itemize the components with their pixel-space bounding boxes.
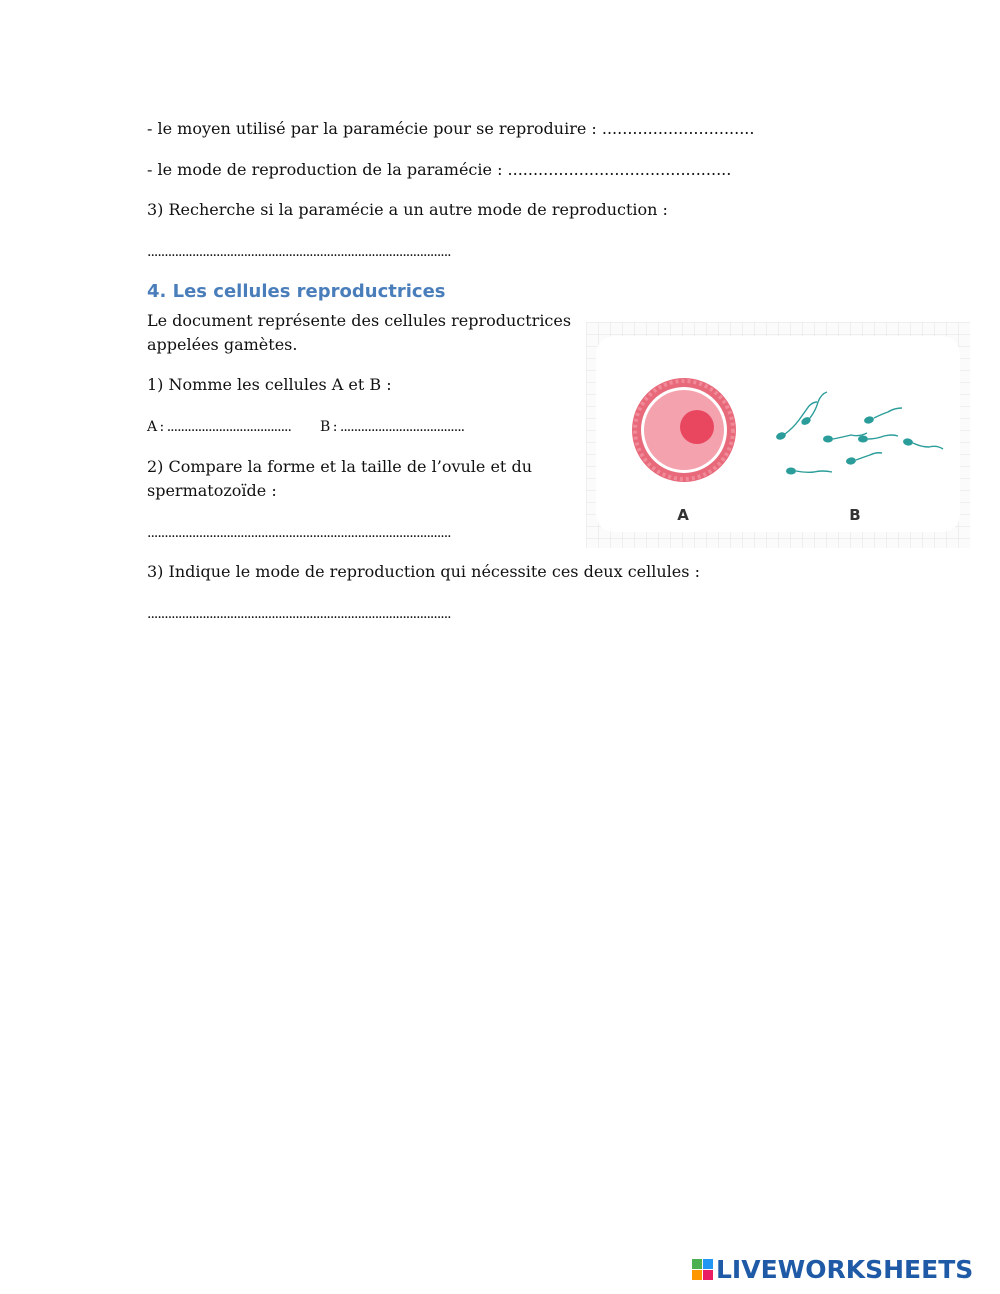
question-mode: - le mode de reproduction de la paramécie : ............................................ — [147, 160, 732, 179]
question-3-recherche: 3) Recherche si la paramécie a un autre mode de reproduction : — [147, 200, 668, 219]
question-moyen: - le moyen utilisé par la paramécie pour se reproduire : .............................. — [147, 119, 755, 138]
liveworksheets-logo — [692, 1254, 973, 1284]
gametes-figure — [586, 322, 970, 548]
logo-square — [703, 1270, 713, 1280]
answer-b[interactable]: B : .................................... — [320, 419, 465, 435]
label-a: A — [677, 506, 689, 524]
intro-line-1: Le document représente des cellules reproductrices — [147, 311, 572, 330]
answer-a[interactable]: A : .................................... — [147, 419, 291, 435]
label-b: B — [849, 506, 861, 524]
logo-square — [703, 1259, 713, 1269]
logo-text: LIVEWORKSHEETS — [716, 1254, 974, 1284]
question-3: 3) Indique le mode de reproduction qui nécessite ces deux cellules : — [147, 562, 700, 581]
question-2-line-2: spermatozoïde : — [147, 481, 277, 500]
answer-line-3[interactable]: ........................................................................................ — [147, 606, 451, 622]
question-2-line-1: 2) Compare la forme et la taille de l’ovule et du — [147, 457, 532, 476]
answer-line-1[interactable]: ........................................................................................ — [147, 244, 451, 260]
intro-line-2: appelées gamètes. — [147, 335, 298, 354]
ovum-nucleus — [680, 410, 714, 444]
question-1: 1) Nomme les cellules A et B : — [147, 375, 392, 394]
logo-square — [692, 1270, 702, 1280]
answer-line-2[interactable]: ........................................................................................ — [147, 525, 451, 541]
ovum-cell-a — [632, 378, 736, 482]
logo-icon — [692, 1259, 713, 1280]
logo-square — [692, 1259, 702, 1269]
section-4-heading: 4. Les cellules reproductrices — [147, 281, 446, 302]
